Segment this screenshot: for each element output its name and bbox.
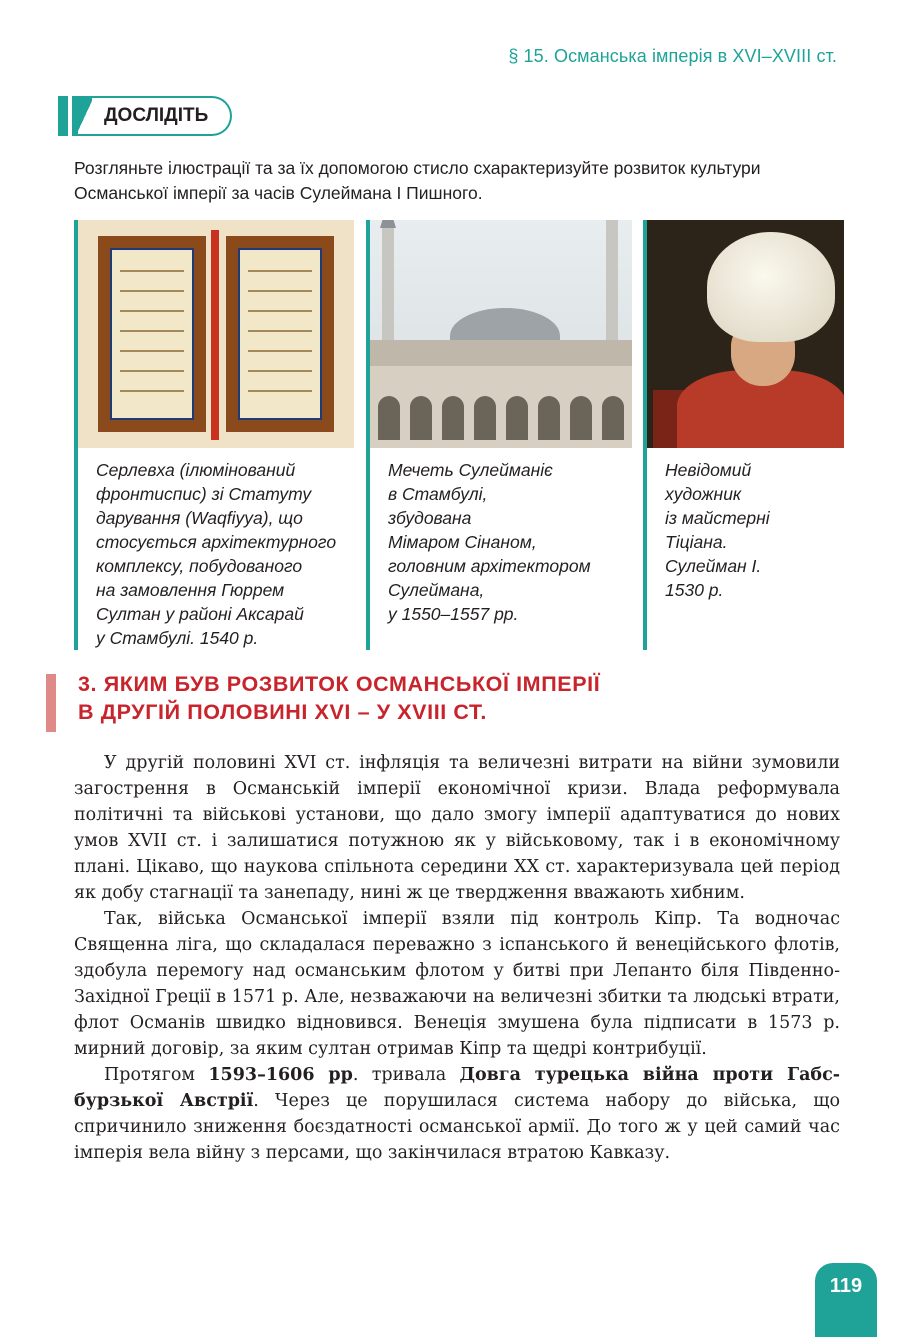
paragraph: У другій половині XVI ст. інфляція та величезні витрати на війни зумовили загострення в Османській імперії економічної кризи. Влада реформувала політичні та військові установи, що дало змогу імперії адаптуватися до нових умов XVII ст. і залишатися потужною як у військовому, так і в економічному плані. Цікаво, що наукова спільнота середини XX ст. характеризувала цей період як добу стагнації та занепаду, нині ж це твердження вважають хибним. bbox=[74, 753, 840, 903]
figure-card-mosque bbox=[366, 220, 632, 650]
body-text bbox=[74, 750, 840, 1166]
badge-bar bbox=[58, 96, 68, 136]
explore-badge bbox=[58, 94, 232, 138]
page-number: 119 bbox=[815, 1263, 877, 1337]
figure-caption: Невідомий художник із майстерні Тіціана. Сулейман I. 1530 р. bbox=[665, 460, 770, 600]
figure-caption: Мечеть Сулейманіє в Стамбулі, збудована Мімаром Сінаном, головним архітектором Сулеймана, у 1550–1557 рр. bbox=[388, 460, 591, 624]
figure-caption: Серлевха (ілюмінований фронтиспис) зі Статуту дарування (Waqfiyya), що стосується архітектурного комплексу, побудованого на замовлення Гюррем Султан у районі Аксарай у Стамбулі. 1540 р. bbox=[96, 460, 337, 648]
section-mark bbox=[46, 674, 56, 732]
portrait-illustration-icon bbox=[647, 220, 844, 448]
explore-instruction: Розгляньте ілюстрації та за їх допомогою стисло схарактеризуйте розвиток культури Османської імперії за часів Сулеймана I Пишного. bbox=[74, 158, 761, 203]
section-title: 3. ЯКИМ БУВ РОЗВИТОК ОСМАНСЬКОЇ ІМПЕРІЇ В ДРУГІЙ ПОЛОВИНІ XVI – У XVIII СТ. bbox=[78, 672, 601, 724]
mosque-illustration-icon bbox=[370, 220, 632, 448]
manuscript-illustration-icon bbox=[78, 220, 354, 448]
running-header: § 15. Османська імперія в XVI–XVIII ст. bbox=[508, 46, 837, 66]
figure-card-portrait bbox=[643, 220, 844, 650]
paragraph: Протягом 1593–1606 рр. тривала Довга турецька війна проти Габсбурзької Австрії. Через це порушилася система набору до війська, що спричинило зниження боєздатності османської армії. До того ж у цей самий час імперія вела війну з персами, що закінчилася втратою Кавказу. bbox=[74, 1065, 840, 1163]
paragraph: Так, війська Османської імперії взяли під контроль Кіпр. Та водночас Священна ліга, що складалася переважно з іспанського й венеційського флотів, здобула перемогу над османським флотом у битві при Лепанто біля Південно-Західної Греції в 1571 р. Але, незважаючи на величезні збитки та людські втрати, флот Османів швидко відновився. Венеція змушена була підписати в 1573 р. мирний договір, за яким султан отримав Кіпр та щедрі контрибуції. bbox=[74, 909, 840, 1059]
figure-card-manuscript bbox=[74, 220, 354, 650]
badge-label: ДОСЛІДІТЬ bbox=[78, 96, 232, 136]
